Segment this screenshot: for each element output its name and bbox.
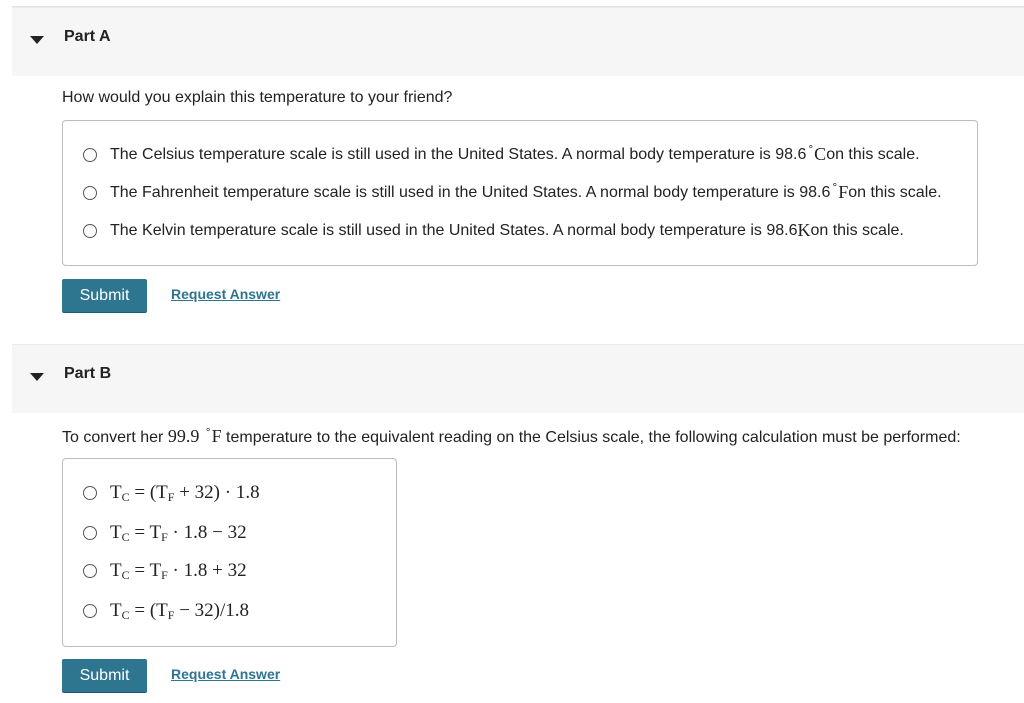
part-b-options <box>62 458 397 647</box>
radio-button[interactable] <box>83 604 97 618</box>
radio-button[interactable] <box>83 526 97 540</box>
part-a-title: Part A <box>64 28 111 45</box>
option-kelvin[interactable] <box>83 220 904 241</box>
radio-button[interactable] <box>83 564 97 578</box>
formula: TC = TF · 1.8 − 32 <box>110 522 247 544</box>
option-text: The Kelvin temperature scale is still used in the United States. A normal body temperature is 98.6 <box>110 221 798 239</box>
unit-symbol: K <box>797 220 811 240</box>
unit-symbol: C <box>814 144 827 164</box>
question-text-end: temperature to the equivalent reading on the Celsius scale, the following calculation must be performed: <box>221 429 961 446</box>
formula: TC = TF · 1.8 + 32 <box>110 560 247 582</box>
formula: TC = (TF − 32)/1.8 <box>110 600 250 622</box>
radio-button[interactable] <box>83 224 97 238</box>
collapse-caret-icon[interactable] <box>30 373 44 381</box>
temperature-value: 99.9 <box>167 426 200 446</box>
unit-symbol: F <box>211 426 222 446</box>
radio-button[interactable] <box>83 486 97 500</box>
formula-option-3[interactable] <box>83 560 247 582</box>
part-b-question <box>62 426 961 447</box>
formula-option-2[interactable] <box>83 522 247 544</box>
part-a-question: How would you explain this temperature to your friend? <box>62 89 453 106</box>
degree-symbol: ° <box>808 141 814 156</box>
option-text-end: on this scale. <box>810 221 904 239</box>
option-text-end: on this scale. <box>826 145 920 163</box>
radio-button[interactable] <box>83 148 97 162</box>
option-fahrenheit[interactable] <box>83 179 942 203</box>
option-text-end: on this scale. <box>848 183 942 201</box>
part-a-submit-button[interactable]: Submit <box>62 279 147 313</box>
part-b-title: Part B <box>64 365 112 382</box>
collapse-caret-icon[interactable] <box>30 36 44 44</box>
degree-symbol: ° <box>205 425 211 439</box>
radio-button[interactable] <box>83 186 97 200</box>
part-b-submit-button[interactable]: Submit <box>62 659 147 693</box>
option-celsius[interactable] <box>83 141 920 165</box>
part-b-header[interactable] <box>12 344 1024 413</box>
part-a-request-answer-link[interactable]: Request Answer <box>171 286 281 302</box>
question-text: To convert her <box>62 429 168 446</box>
unit-symbol: F <box>838 182 849 202</box>
degree-symbol: ° <box>832 179 838 194</box>
formula: TC = (TF + 32) · 1.8 <box>110 482 260 504</box>
option-text: The Fahrenheit temperature scale is still used in the United States. A normal body temperature is 98.6 <box>110 183 831 201</box>
part-b-request-answer-link[interactable]: Request Answer <box>171 666 281 682</box>
formula-option-4[interactable] <box>83 600 249 622</box>
part-a-options <box>62 120 978 266</box>
part-a-header[interactable] <box>12 7 1024 76</box>
option-text: The Celsius temperature scale is still used in the United States. A normal body temperature is 98.6 <box>110 145 807 163</box>
formula-option-1[interactable] <box>83 482 260 504</box>
